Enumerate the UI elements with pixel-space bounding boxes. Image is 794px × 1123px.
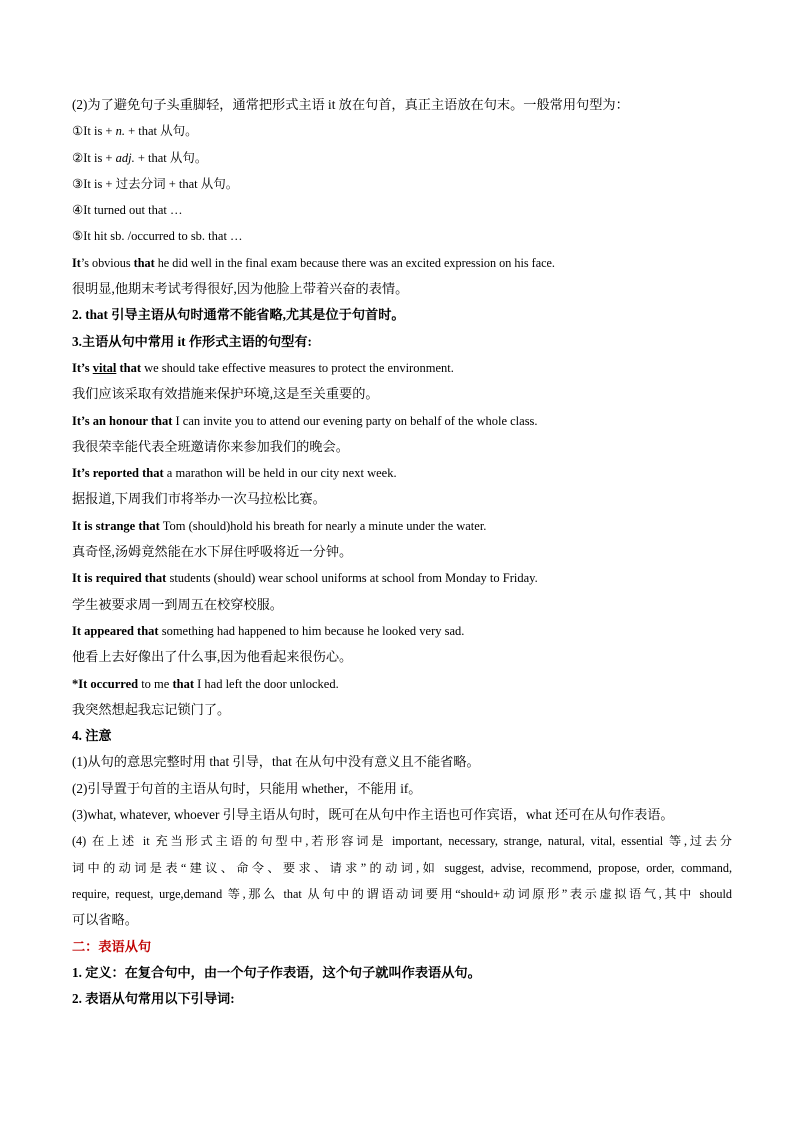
section-heading	[72, 934, 732, 960]
text-span: ④It turned out that …	[72, 203, 183, 218]
example-sentence	[72, 671, 732, 697]
text-span: I can invite you to attend our evening party on behalf of the whole class.	[172, 413, 538, 428]
text-span: 我很荣幸能代表全班邀请你来参加我们的晚会。	[72, 438, 349, 454]
text-span: 我们应该采取有效措施来保护环境,这是至关重要的。	[72, 386, 379, 402]
text-span: 我突然想起我忘记锁门了。	[72, 701, 231, 717]
text-span: (1)从句的意思完整时用 that 引导，that 在从句中没有意义且不能省略。	[72, 754, 480, 770]
text-span: 据报道,下周我们市将举办一次马拉松比赛。	[72, 491, 326, 507]
document-body	[72, 92, 732, 1012]
example-sentence	[72, 250, 732, 276]
text-span: 学生被要求周一到周五在校穿校服。	[72, 596, 283, 612]
text-span: adj.	[115, 150, 135, 165]
text-span: students (should) wear school uniforms at school from Monday to Friday.	[166, 571, 538, 586]
text-span: 2. 表语从句常用以下引导词:	[72, 991, 235, 1007]
text-span: that	[133, 255, 155, 270]
example-sentence	[72, 618, 732, 644]
text-span: (2)为了避免句子头重脚轻，通常把形式主语 it 放在句首，真正主语放在句末。一般常用句型为：	[72, 97, 629, 112]
text-span: something had happened to him because he looked very sad.	[158, 623, 465, 638]
text-span: vital	[92, 360, 117, 375]
pattern-item-3	[72, 171, 732, 197]
section-point-2	[72, 302, 732, 328]
text-span: 很明显,他期末考试考得很好,因为他脸上带着兴奋的表情。	[72, 281, 409, 297]
text-span: It is required that	[72, 571, 167, 586]
text-span: n.	[115, 124, 125, 139]
pattern-item-2	[72, 145, 732, 171]
text-span: 词中的动词是表“建议、命令、要求、请求”的动词,如 suggest, advise, recommend, propose, order, command,	[72, 860, 732, 875]
example-sentence	[72, 355, 732, 381]
text-span: ①It is +	[72, 124, 116, 139]
pattern-item-5	[72, 223, 732, 249]
text-span: It’s reported that	[72, 466, 164, 481]
text-span: It’s	[72, 360, 93, 375]
section-point-4	[72, 723, 732, 749]
example-translation	[72, 434, 732, 460]
text-span: 可以省略。	[72, 912, 138, 928]
text-span: ⑤It hit sb. /occurred to sb. that …	[72, 229, 243, 244]
text-span: that	[116, 360, 141, 375]
text-span: It is strange that	[72, 518, 160, 533]
text-line	[72, 92, 732, 118]
text-span: we should take effective measures to protect the environment.	[140, 360, 454, 375]
text-span: 真奇怪,汤姆竟然能在水下屏住呼吸将近一分钟。	[72, 544, 353, 560]
note-item-4-line-3	[72, 881, 732, 907]
example-sentence	[72, 513, 732, 539]
text-span: that	[172, 676, 194, 691]
text-span: + that 从句。	[134, 150, 208, 165]
text-span: It’s an honour that	[72, 413, 173, 428]
example-translation	[72, 697, 732, 723]
example-translation	[72, 381, 732, 407]
definition-line	[72, 960, 732, 986]
text-span: ③It is + 过去分词 + that 从句。	[72, 176, 239, 191]
example-sentence	[72, 565, 732, 591]
text-span: 他看上去好像出了什么事,因为他看起来很伤心。	[72, 649, 353, 665]
text-span: 二：表语从句	[72, 938, 152, 954]
note-item-4-line-2	[72, 855, 732, 881]
text-span: 2. that 引导主语从句时通常不能省略,尤其是位于句首时。	[72, 307, 405, 323]
note-item-4-line-4	[72, 907, 732, 933]
text-span: + that 从句。	[124, 124, 198, 139]
text-span: (3)what, whatever, whoever 引导主语从句时，既可在从句中作主语也可作宾语，what 还可在从句作表语。	[72, 807, 674, 823]
example-translation	[72, 276, 732, 302]
note-item-2	[72, 776, 732, 802]
section-point-3	[72, 329, 732, 355]
text-span: I had left the door unlocked.	[193, 676, 339, 691]
note-item-3	[72, 802, 732, 828]
text-span: require, request, urge,demand 等,那么 that 从句中的谓语动词要用“should+动词原形”表示虚拟语气,其中 should	[72, 886, 732, 901]
text-span: (2)引导置于句首的主语从句时，只能用 whether，不能用 if。	[72, 780, 422, 796]
example-sentence	[72, 460, 732, 486]
text-span: 4. 注意	[72, 728, 112, 744]
text-span: he did well in the final exam because there was an excited expression on his face.	[154, 255, 555, 270]
example-translation	[72, 539, 732, 565]
text-span: ②It is +	[72, 150, 116, 165]
text-span: It	[72, 255, 81, 270]
text-span: Tom (should)hold his breath for nearly a minute under the water.	[159, 518, 487, 533]
text-span: to me	[138, 676, 173, 691]
example-sentence	[72, 408, 732, 434]
example-translation	[72, 486, 732, 512]
pattern-item-1	[72, 118, 732, 144]
text-span: *It occurred	[72, 676, 139, 691]
text-span: (4) 在上述 it 充当形式主语的句型中,若形容词是 important, necessary, strange, natural, vital, essential 等,过去分	[72, 834, 732, 849]
text-span: 1. 定义：在复合句中，由一个句子作表语，这个句子就叫作表语从句。	[72, 964, 481, 980]
text-span: a marathon will be held in our city next week.	[163, 466, 397, 481]
example-translation	[72, 644, 732, 670]
note-item-1	[72, 749, 732, 775]
text-span: ’s obvious	[80, 255, 134, 270]
note-item-4-line-1	[72, 828, 732, 854]
introducer-line	[72, 986, 732, 1012]
pattern-item-4	[72, 197, 732, 223]
example-translation	[72, 592, 732, 618]
text-span: It appeared that	[72, 623, 159, 638]
text-span: 3.主语从句中常用 it 作形式主语的句型有:	[72, 333, 312, 349]
